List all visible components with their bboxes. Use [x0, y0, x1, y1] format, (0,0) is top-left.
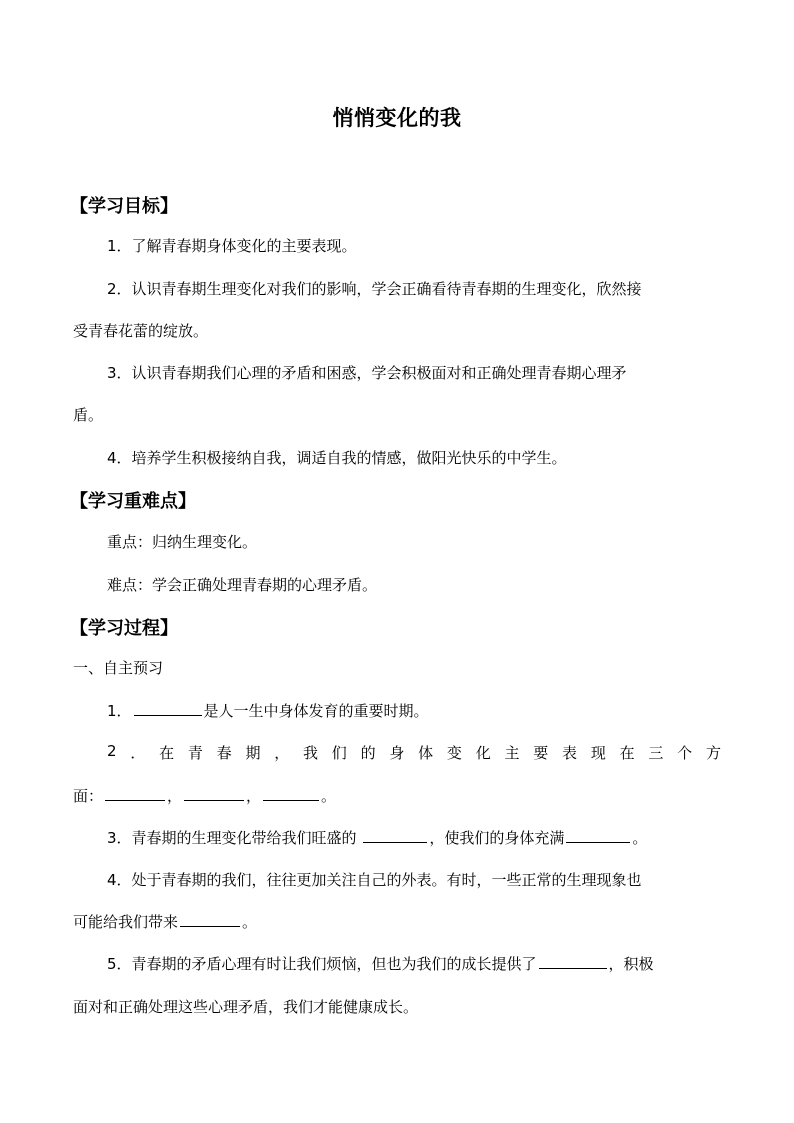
q2-char: 期 [245, 744, 261, 762]
keypoint-important: 重点：归纳生理变化。 [107, 533, 258, 551]
q2-char: 我 [303, 744, 319, 762]
question-5-prefix: 5．青春期的矛盾心理有时让我们烦恼，但也为我们的成长提供了 [107, 955, 537, 973]
answer-blank[interactable] [263, 785, 319, 801]
q2-char: 体 [418, 744, 434, 762]
question-1-suffix: 是人一生中身体发育的重要时期。 [203, 702, 429, 720]
question-1-prefix: 1． [107, 702, 132, 720]
section-heading-process: 【学习过程】 [70, 618, 178, 639]
q2-char: 在 [159, 744, 175, 762]
goal-item-2: 2．认识青春期生理变化对我们的影响，学会正确看待青春期的生理变化，欣然接 [107, 280, 642, 298]
q2-char: 主 [504, 744, 520, 762]
page-title: 悄悄变化的我 [332, 106, 462, 130]
q2-char: 方 [705, 744, 721, 762]
question-3 [107, 827, 647, 848]
q2-char: 春 [216, 744, 232, 762]
goal-item-1: 1．了解青春期身体变化的主要表现。 [107, 237, 357, 255]
question-2-prefix: 面： [73, 787, 104, 805]
question-5-suffix: ，积极 [608, 955, 654, 973]
question-4-line-1: 4．处于青春期的我们，往往更加关注自己的外表。有时，一些正常的生理现象也 [107, 871, 642, 889]
q2-char: 变 [446, 744, 462, 762]
q2-char: 化 [475, 744, 491, 762]
answer-blank[interactable] [539, 953, 607, 969]
question-2-end: 。 [321, 787, 337, 805]
process-subheading: 一、自主预习 [73, 659, 164, 677]
keypoint-difficult: 难点：学会正确处理青春期的心理矛盾。 [107, 576, 378, 594]
question-4-end: 。 [242, 913, 258, 931]
question-1 [107, 700, 429, 721]
q2-char: 在 [619, 744, 635, 762]
separator: ， [246, 787, 262, 805]
section-heading-keypoints: 【学习重难点】 [70, 491, 196, 512]
answer-blank[interactable] [363, 827, 427, 843]
question-3-prefix: 3．青春期的生理变化带给我们旺盛的 [107, 829, 362, 847]
question-2-line-1 [107, 742, 721, 763]
q2-char: 们 [331, 744, 347, 762]
answer-blank[interactable] [566, 827, 630, 843]
goal-item-3-cont: 盾。 [73, 406, 104, 424]
section-heading-goals: 【学习目标】 [70, 196, 178, 217]
q2-char: 身 [389, 744, 405, 762]
separator: ， [167, 787, 183, 805]
question-4-line-2 [73, 911, 257, 932]
q2-char: 三 [648, 744, 664, 762]
goal-item-4: 4．培养学生积极接纳自我，调适自我的情感，做阳光快乐的中学生。 [107, 449, 567, 467]
goal-item-2-cont: 受青春花蕾的绽放。 [73, 322, 209, 340]
question-2-line-2 [73, 785, 336, 806]
q2-char: 现 [590, 744, 606, 762]
answer-blank[interactable] [180, 911, 240, 927]
q2-char: 2 [107, 742, 117, 760]
q2-char: 的 [360, 744, 376, 762]
answer-blank[interactable] [105, 785, 165, 801]
question-5-line-1 [107, 953, 654, 974]
q2-char: 个 [677, 744, 693, 762]
q2-char: 青 [187, 744, 203, 762]
q2-char: ， [274, 744, 290, 762]
q2-char: 表 [562, 744, 578, 762]
question-5-line-2: 面对和正确处理这些心理矛盾，我们才能健康成长。 [73, 998, 419, 1016]
question-4-prefix: 可能给我们带来 [73, 913, 179, 931]
goal-item-3: 3．认识青春期我们心理的矛盾和困惑，学会积极面对和正确处理青春期心理矛 [107, 364, 627, 382]
q2-char: 要 [533, 744, 549, 762]
answer-blank[interactable] [134, 700, 202, 716]
question-3-mid: ，使我们的身体充满 [429, 829, 565, 847]
q2-char: ． [130, 744, 146, 762]
answer-blank[interactable] [184, 785, 244, 801]
question-3-end: 。 [632, 829, 648, 847]
